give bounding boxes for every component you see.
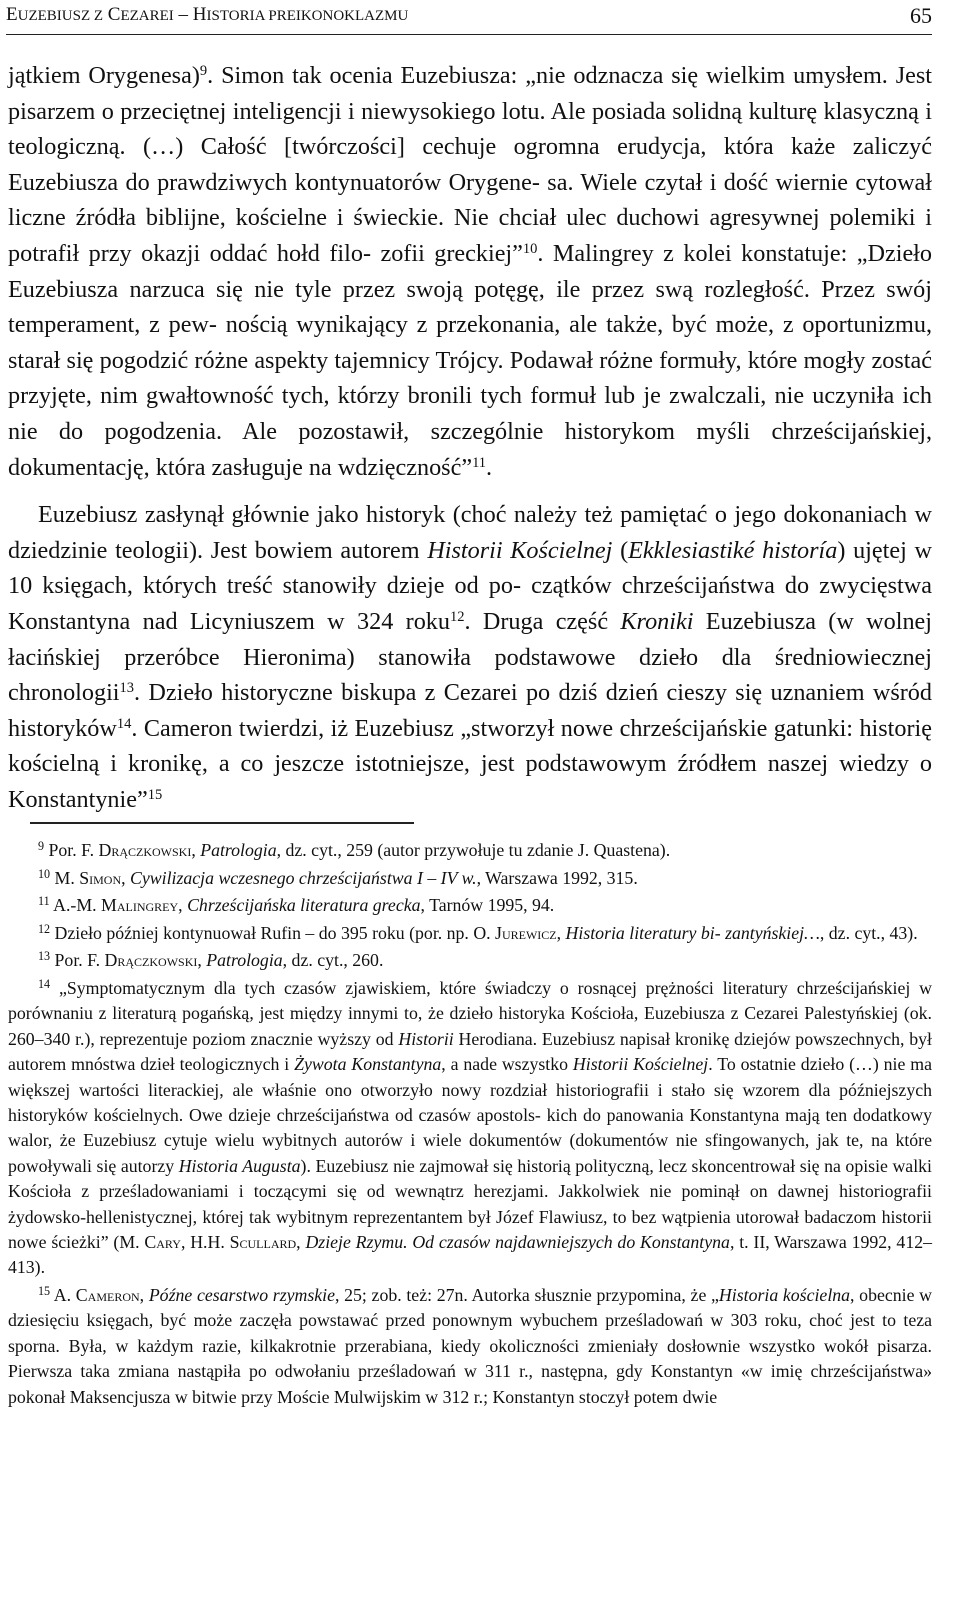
footnotes bbox=[8, 838, 932, 1412]
running-header bbox=[6, 0, 932, 35]
page-number: 65 bbox=[910, 3, 932, 28]
paragraph: jątkiem Orygenesa)$^9$. Simon tak ocenia Euzebiusza: „nie odznacza się wielkim umysłem. Jest pisarzem o przeciętnej inteligencji i niewysokiego lotu. Ale posiada solidną kulturę klasyczną i teologiczną. (…) Całość [twórczości] cechuje ogromna erudycja, która każe zaliczyć Euzebiusza do prawdziwych kontynuatorów Orygene- sa. Wiele czytał i dość wiernie cytował liczne źródła biblijne, kościelne i świeckie. Nie chciał ulec duchowi agresywnej polemiki i potrafił przy okazji oddać hołd filo- zofii greckiej”$^{10}$. Malingrey z kolei konstatuje: „Dzieło Euzebiusza narzuca się nie tyle przez swoją potęgę, ile przez swą rozległość. Przez swój temperament, z pew- nością wynikający z przekonania, ale także, być może, z oportunizmu, starał się pogodzić różne aspekty tajemnicy Trójcy. Podawał różne formuły, które mogły zostać przyjęte, nim gwałtowność tych, którzy bronili tych formuł lub je zwalczali, nie uczyniła ich nie do pogodzenia. Ale pozostawił, szczególnie historykom myśli chrześcijańskiej, dokumentację, która zasługuje na wdzięczność”$^{11}$. bbox=[8, 62, 932, 481]
footnote-separator bbox=[30, 822, 414, 824]
paragraph: Euzebiusz zasłynął głównie jako historyk (choć należy też pamiętać o jego dokonaniach w dziedzinie teologii). Jest bowiem autorem Historii Kościelnej (Ekklesiastiké historía) ujętej w 10 księgach, których treść stanowiły dzieje od po- czątków chrześcijaństwa do zwycięstwa Konstantyna nad Licyniuszem w 324 roku$^{12}$. Druga część Kroniki Euzebiusza (w wolnej łacińskiej przeróbce Hieronima) stanowiła podstawowe dzieło dla średniowiecznej chronologii$^{13}$. Dzieło historyczne biskupa z Cezarei po dziś dzień cieszy się uznaniem wśród historyków$^{14}$. Cameron twierdzi, iż Euzebiusz „stworzył nowe chrześcijańskie gatunki: historię kościelną i kronikę, a co jeszcze istotniejsze, jest podstawowym źródłem naszej wiedzy o Konstantynie”$^{15}$ bbox=[8, 501, 932, 813]
running-title: EUZEBIUSZ Z CEZAREI – HISTORIA PREIKONOKLAZMU bbox=[6, 4, 409, 25]
footnote: $^{10}$ M. Simon, Cywilizacja wczesnego chrześcijaństwa I – IV w., Warszawa 1992, 315. bbox=[38, 866, 638, 888]
footnote: $^{11}$ A.-M. Malingrey, Chrześcijańska literatura grecka, Tarnów 1995, 94. bbox=[38, 894, 555, 916]
footnote: $^{15}$ A. Cameron, Późne cesarstwo rzymskie, 25; zob. też: 27n. Autorka słusznie przypomina, że „Historia kościelna, obecnie w dziesięciu księgach, być może zaczęła powstawać przed ponownym wybuchem prześladowań w 303 roku, choć jest to teza sporna. Była, w każdym razie, kilkakrotnie przerabiana, kiedy okoliczności zmieniały dosłownie wszystko wokół pisarza. Pierwsza taka zmiana nastąpiła po odwołaniu prześladowań w 311 r., następna, gdy Konstantyn «w imię chrześcijaństwa» pokonał Maksencjusza w bitwie przy Moście Mulwijskim w 312 r.; Konstantyn stoczył potem dwie bbox=[8, 1283, 933, 1407]
footnote: $^9$ Por. F. Drączkowski, Patrologia, dz. cyt., 259 (autor przywołuje tu zdanie J. Quastena). bbox=[38, 838, 671, 860]
footnote: $^{13}$ Por. F. Drączkowski, Patrologia, dz. cyt., 260. bbox=[38, 949, 384, 971]
footnote: $^{12}$ Dzieło później kontynuował Rufin – do 395 roku (por. np. O. Jurewicz, Historia literatury bi- zantyńskiej…, dz. cyt., 43). bbox=[38, 921, 918, 943]
main-text bbox=[8, 58, 932, 817]
footnote: $^{14}$ „Symptomatycznym dla tych czasów zjawiskiem, które świadczy o rosnącej prężności literatury chrześcijańskiej w porównaniu z literaturą pogańską, jest między innymi to, że dzieło historyka Kościoła, Euzebiusza z Cezarei Palestyńskiej (ok. 260–340 r.), reprezentuje poziom znacznie wyższy od Historii Herodiana. Euzebiusz napisał kronikę dziejów powszechnych, był autorem mnóstwa dzieł teologicznych i Żywota Konstantyna, a nade wszystko Historii Kościelnej. To ostatnie dzieło (…) nie ma większej wartości literackiej, ale właśnie ono otworzyło nowy rozdział historiografii i stało się wzorem dla późniejszych historyków kościelnych. Owe dzieje chrześcijaństwa od czasów apostols- kich do panowania Konstantyna mają ten dodatkowy walor, że Euzebiusz cytuje wielu wybitnych autorów i wiele dokumentów (dokumentów nie sfingowanych, jak te, na które powoływali się autorzy Historia Augusta). Euzebiusz nie zajmował się historią polityczną, lecz skoncentrował się na opisie walki Kościoła z prześladowaniami i toczącymi się od wewnątrz herezjami. Jakkolwiek nie pominął on dawnej historiografii żydowsko-hellenistycznej, której tak wybitnym reprezentantem był Józef Flawiusz, to bez wątpienia utorował badaczom historii nowe ścieżki” (M. Cary, H.H. Scullard, Dzieje Rzymu. Od czasów najdawniejszych do Konstantyna, t. II, Warszawa 1992, 412–413). bbox=[8, 976, 932, 1278]
